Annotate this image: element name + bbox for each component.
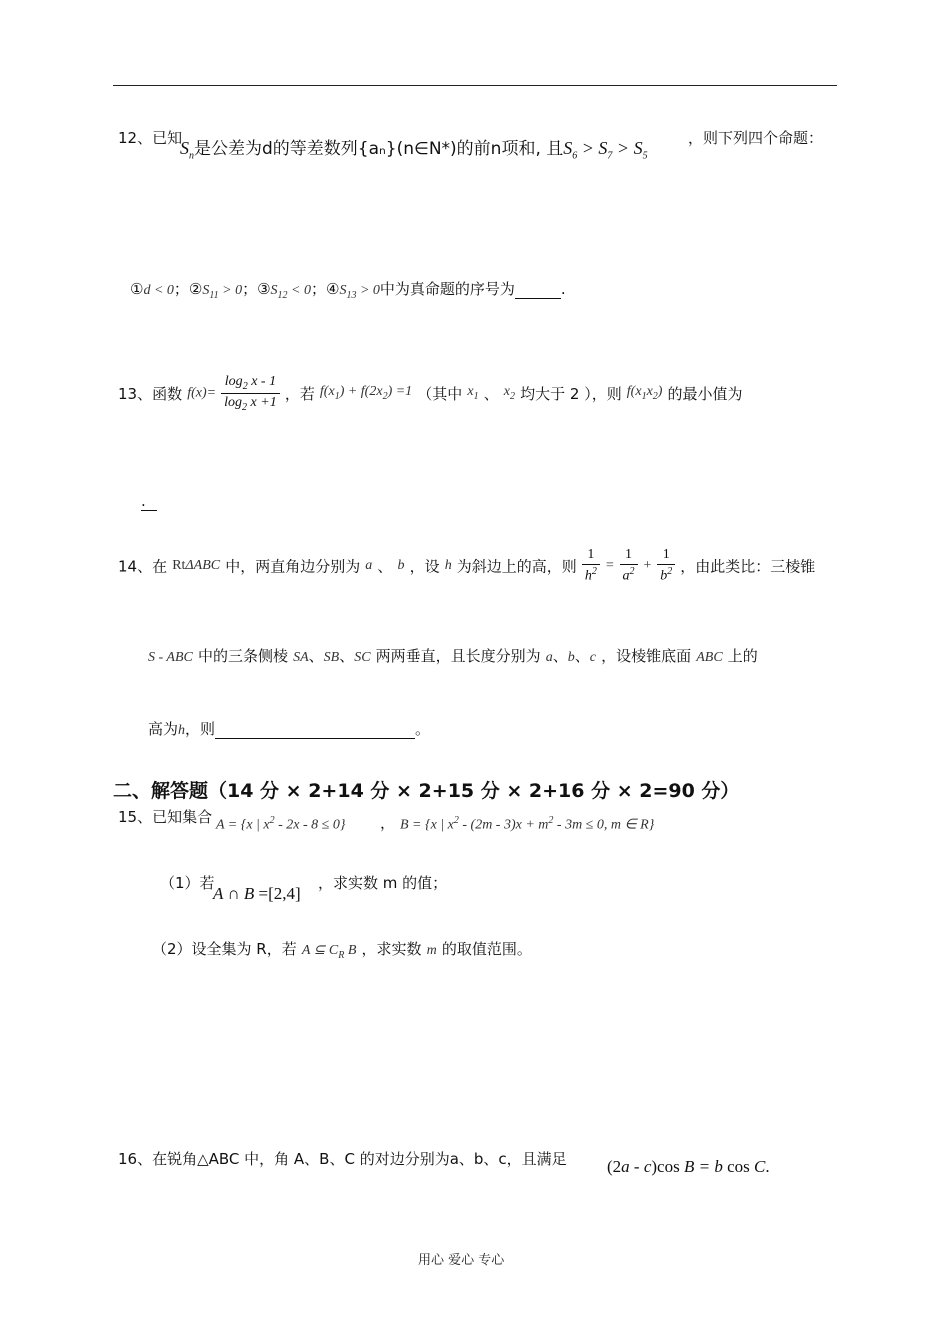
q14-answer-blank (215, 719, 415, 739)
section2-heading: 二、解答题（14 分 × 2+14 分 × 2+15 分 × 2+16 分 × 2=90 分） (113, 780, 740, 802)
q15-part2: （2）设全集为 R，若 A ⊆ $C_R$ B ，求实数 m 的取值范围。 (152, 940, 532, 961)
q15-part1-math: A ∩ B =[2,4] (213, 884, 301, 903)
q14-frac-b: $\frac{1}{b^2}$ (657, 547, 675, 585)
q14-line1: 14、在 RtΔABC 中，两直角边分别为 a 、 b ，设 h 为斜边上的高，则 $\frac{1}{h^2}$ = $\frac{1}{a^2}$ + $\frac{1}{b^2}$ ，由此类比：三棱锥 (118, 547, 816, 584)
q14-line3: 高为h，则 。 (148, 720, 431, 738)
q12-tail: ，则下列四个命题： (688, 129, 824, 147)
header-rule (113, 85, 837, 86)
q15-part1-tail: ，求实数 m 的值； (318, 874, 448, 892)
q12-math-main: $S_n$是公差为d的等差数列{aₙ}(n∈N*)的前n项和, 且$S_6 > S_7 > S_5$ (180, 138, 648, 162)
q14-frac-h: $\frac{1}{h^2}$ (582, 547, 600, 585)
q13-fraction: $\frac{\log_2 x - 1}{\log_2 x +1}$ (221, 374, 280, 413)
q16-lead: 16、在锐角△ABC 中，角 A、B、C 的对边分别为a、b、c，且满足 (118, 1150, 567, 1168)
q15-line1: 15、已知集合 (118, 808, 213, 826)
q14-frac-a: $\frac{1}{a^2}$ (620, 547, 638, 585)
q15-part1: （1）若 (160, 874, 215, 892)
q15-set-B: B = {x | $x^2 - (2m - 3)x + m^2 - 3m \le 0$, m ∈ R} (400, 815, 655, 833)
q16-math: (2a - c)cos B = b cos C. (607, 1157, 770, 1176)
page-footer: 用心 爱心 专心 (418, 1253, 505, 1268)
q14-line2: S - ABC 中的三条侧棱 SA、SB、SC 两两垂直，且长度分别为 a、b、c ，设棱锥底面 ABC 上的 (148, 647, 758, 665)
q12-options-line: ①d < 0；$②S_{11} > 0$；$③S_{12} < 0$；$④S_{13} > 0$中为真命题的序号为 . (130, 280, 566, 301)
q12-answer-blank (515, 279, 561, 299)
q15-comma: ， (380, 814, 396, 832)
q13-end: . (141, 492, 157, 511)
q15-set-A: A = {x | $x^2 - 2x - 8 \le 0$} (216, 815, 346, 833)
q13-line: 13、函数 f(x)= $\frac{\log_2 x - 1}{\log_2 x +1}$ ，若 $f(x_1) + f(2x_2) =1$ （其中 $x_1$ 、 $x_2$ 均大于 2 ），则 $f(x_1x_2)$ 的最小值为 (118, 374, 743, 413)
q12-lead: 12、已知 (118, 129, 183, 147)
